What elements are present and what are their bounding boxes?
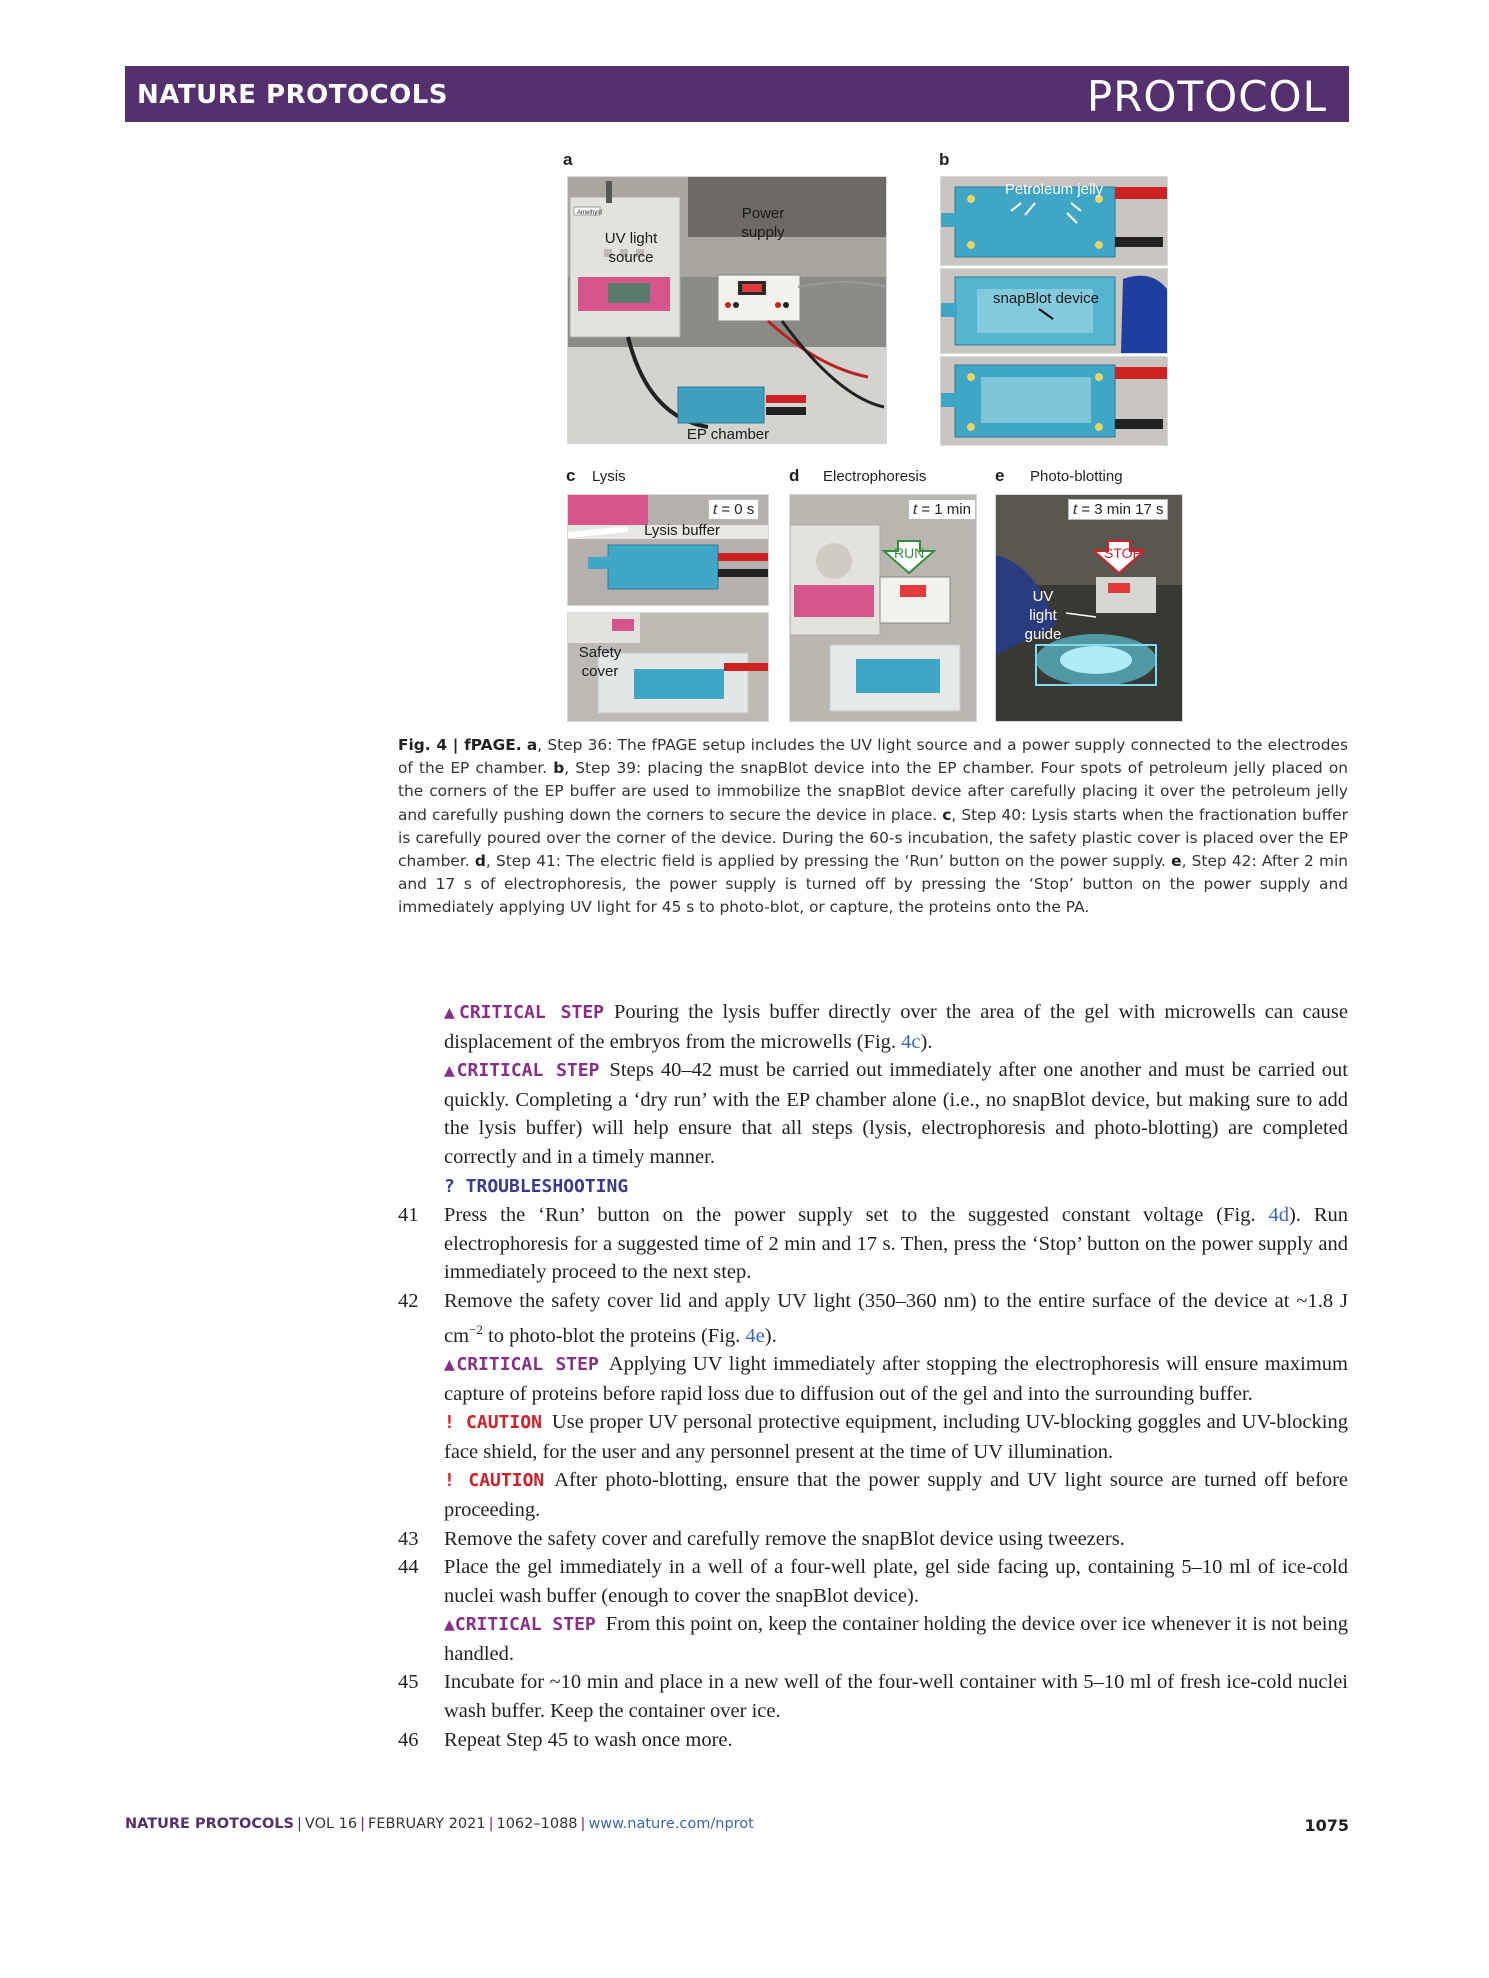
panel-e-title: Photo-blotting xyxy=(1030,468,1123,485)
figure-reference-link[interactable]: 4e xyxy=(745,1324,765,1347)
safety-cover-label: Safety cover xyxy=(578,644,622,680)
critical-step-note: ▲CRITICAL STEP From this point on, keep the container holding the device over ice whenever it is not being handled. xyxy=(444,1613,1349,1665)
secured-device-photo xyxy=(941,357,1167,445)
snapblot-device-label: snapBlot device xyxy=(993,290,1099,307)
article-type-label: PROTOCOL xyxy=(1086,72,1327,121)
page-number: 1075 xyxy=(1304,1816,1349,1835)
panel-a-photo xyxy=(567,176,887,444)
caption-label: Fig. 4 | fPAGE. xyxy=(398,736,522,754)
panel-e-letter: e xyxy=(995,466,1005,485)
panel-b-letter: b xyxy=(939,150,950,169)
panel-d-letter: d xyxy=(789,466,800,485)
panel-b-photo-3 xyxy=(940,356,1168,446)
lysis-time-stamp: t = 0 s xyxy=(708,499,759,520)
footer-date: FEBRUARY 2021 xyxy=(368,1816,486,1832)
step-45: 45 Incubate for ~10 min and place in a new well of the four-well container with 5–10 ml of fresh ice-cold nuclei wash buffer. Keep the container over ice. xyxy=(398,1671,1348,1723)
critical-step-note: ▲CRITICAL STEP Pouring the lysis buffer directly over the area of the gel with microwells can cause displacement of the embryos from the microwells (Fig. 4c). xyxy=(444,1001,1348,1053)
power-supply-label: Power supply xyxy=(741,205,785,241)
panel-c-photo-1 xyxy=(567,494,769,606)
step-43: 43 Remove the safety cover and carefully remove the snapBlot device using tweezers. xyxy=(398,1527,1125,1550)
journal-name: NATURE PROTOCOLS xyxy=(137,80,449,110)
snapblot-placement-photo xyxy=(941,269,1167,353)
figure-reference-link[interactable]: 4d xyxy=(1268,1204,1289,1227)
caution-note: ! CAUTION Use proper UV personal protective equipment, including UV-blocking goggles and UV-blocking face shield, for the user and any personnel present at the time of UV illumination. xyxy=(444,1411,1348,1463)
uv-light-guide-label: UV light guide xyxy=(1024,588,1062,643)
ep-chamber-label: EP chamber xyxy=(686,426,770,443)
step-44: 44 Place the gel immediately in a well of a four-well plate, gel side facing up, containing 5–10 ml of ice-cold nuclei wash buffer (enough to cover the snapBlot device). xyxy=(398,1556,1348,1607)
photo-blotting-time-stamp: t = 3 min 17 s xyxy=(1068,499,1168,520)
run-button-label: RUN xyxy=(894,545,925,561)
step-41: 41 Press the ‘Run’ button on the power supply set to the suggested constant voltage (Fig. 4d). Run electrophoresis for a suggested time of 2 min and 17 s. Then, press the ‘Stop’ button on the power supply and immediately proceed to the next step. xyxy=(398,1204,1348,1284)
critical-step-note: ▲CRITICAL STEP Applying UV light immediately after stopping the electrophoresis will ensure maximum capture of proteins before rapid loss due to diffusion out of the gel and into the surrounding buffer. xyxy=(444,1352,1348,1405)
panel-a-letter: a xyxy=(563,150,573,169)
panel-b-photo-2 xyxy=(940,268,1168,354)
journal-header-band xyxy=(125,66,1349,122)
page-footer: NATURE PROTOCOLS | VOL 16 | FEBRUARY 2021 | 1062–1088 | www.nature.com/nprot 1075 xyxy=(125,1816,1349,1835)
critical-step-note: ▲CRITICAL STEP Steps 40–42 must be carried out immediately after one another and must be carried out quickly. Completing a ‘dry run’ with the EP chamber alone (i.e., no snapBlot device, but making sure to add the lysis buffer) will help ensure that all steps (lysis, electrophoresis and photo-blotting) are completed correctly and in a timely manner. xyxy=(444,1059,1349,1168)
step-46: 46 Repeat Step 45 to wash once more. xyxy=(398,1728,733,1751)
uv-light-source-label: UV light source xyxy=(604,230,658,266)
figure-caption: Fig. 4 | fPAGE. a, Step 36: The fPAGE setup includes the UV light source and a power supply connected to the electrodes of the EP chamber. b, Step 39: placing the snapBlot device into the EP chamber. Four spots of petroleum jelly placed on the corners of the EP buffer are used to immobilize the snapBlot device after carefully placing it over the petroleum jelly and carefully pushing down the corners to secure the device in place. c, Step 40: Lysis starts when the fractionation buffer is carefully poured over the corner of the device. During the 60-s incubation, the safety plastic cover is placed over the EP chamber. d, Step 41: The electric field is applied by pressing the ‘Run’ button on the power supply. e, Step 42: After 2 min and 17 s of electrophoresis, the power supply is turned off by pressing the ‘Stop’ button on the power supply and immediately applying UV light for 45 s to photo-blot, or capture, the proteins onto the PA. xyxy=(398,736,1348,917)
petroleum-jelly-label: Petroleum jelly xyxy=(1004,181,1104,198)
footer-url-link[interactable]: www.nature.com/nprot xyxy=(588,1816,754,1832)
electrophoresis-photo xyxy=(790,495,976,721)
panel-d-photo xyxy=(789,494,977,722)
step-42: 42 Remove the safety cover lid and apply UV light (350–360 nm) to the entire surface of the device at ~1.8 J $cm^{-2}$ to photo-blot the proteins (Fig. 4e). xyxy=(398,1289,1348,1347)
panel-e-photo xyxy=(995,494,1183,722)
panel-d-title: Electrophoresis xyxy=(823,468,927,485)
stop-button-label: STOP xyxy=(1104,545,1142,561)
setup-photo-illustration xyxy=(568,177,886,443)
panel-c-photo-2 xyxy=(567,612,769,722)
lysis-buffer-label: Lysis buffer xyxy=(644,522,720,539)
figure-reference-link[interactable]: 4c xyxy=(901,1030,921,1053)
electrophoresis-time-stamp: t = 1 min xyxy=(908,499,976,520)
protocol-steps xyxy=(398,998,1348,1754)
panel-c-letter: c xyxy=(566,466,576,485)
device-brand-label: Amethyst xyxy=(577,210,603,216)
footer-volume: VOL 16 xyxy=(304,1816,358,1832)
footer-pages: 1062–1088 xyxy=(496,1816,578,1832)
caution-note: ! CAUTION After photo-blotting, ensure that the power supply and UV light source are turned off before proceeding. xyxy=(444,1469,1348,1521)
panel-b-photo-1 xyxy=(940,176,1168,266)
troubleshooting-link[interactable]: ? TROUBLESHOOTING xyxy=(444,1175,629,1197)
panel-c-title: Lysis xyxy=(592,468,626,485)
footer-journal: NATURE PROTOCOLS xyxy=(125,1816,295,1832)
